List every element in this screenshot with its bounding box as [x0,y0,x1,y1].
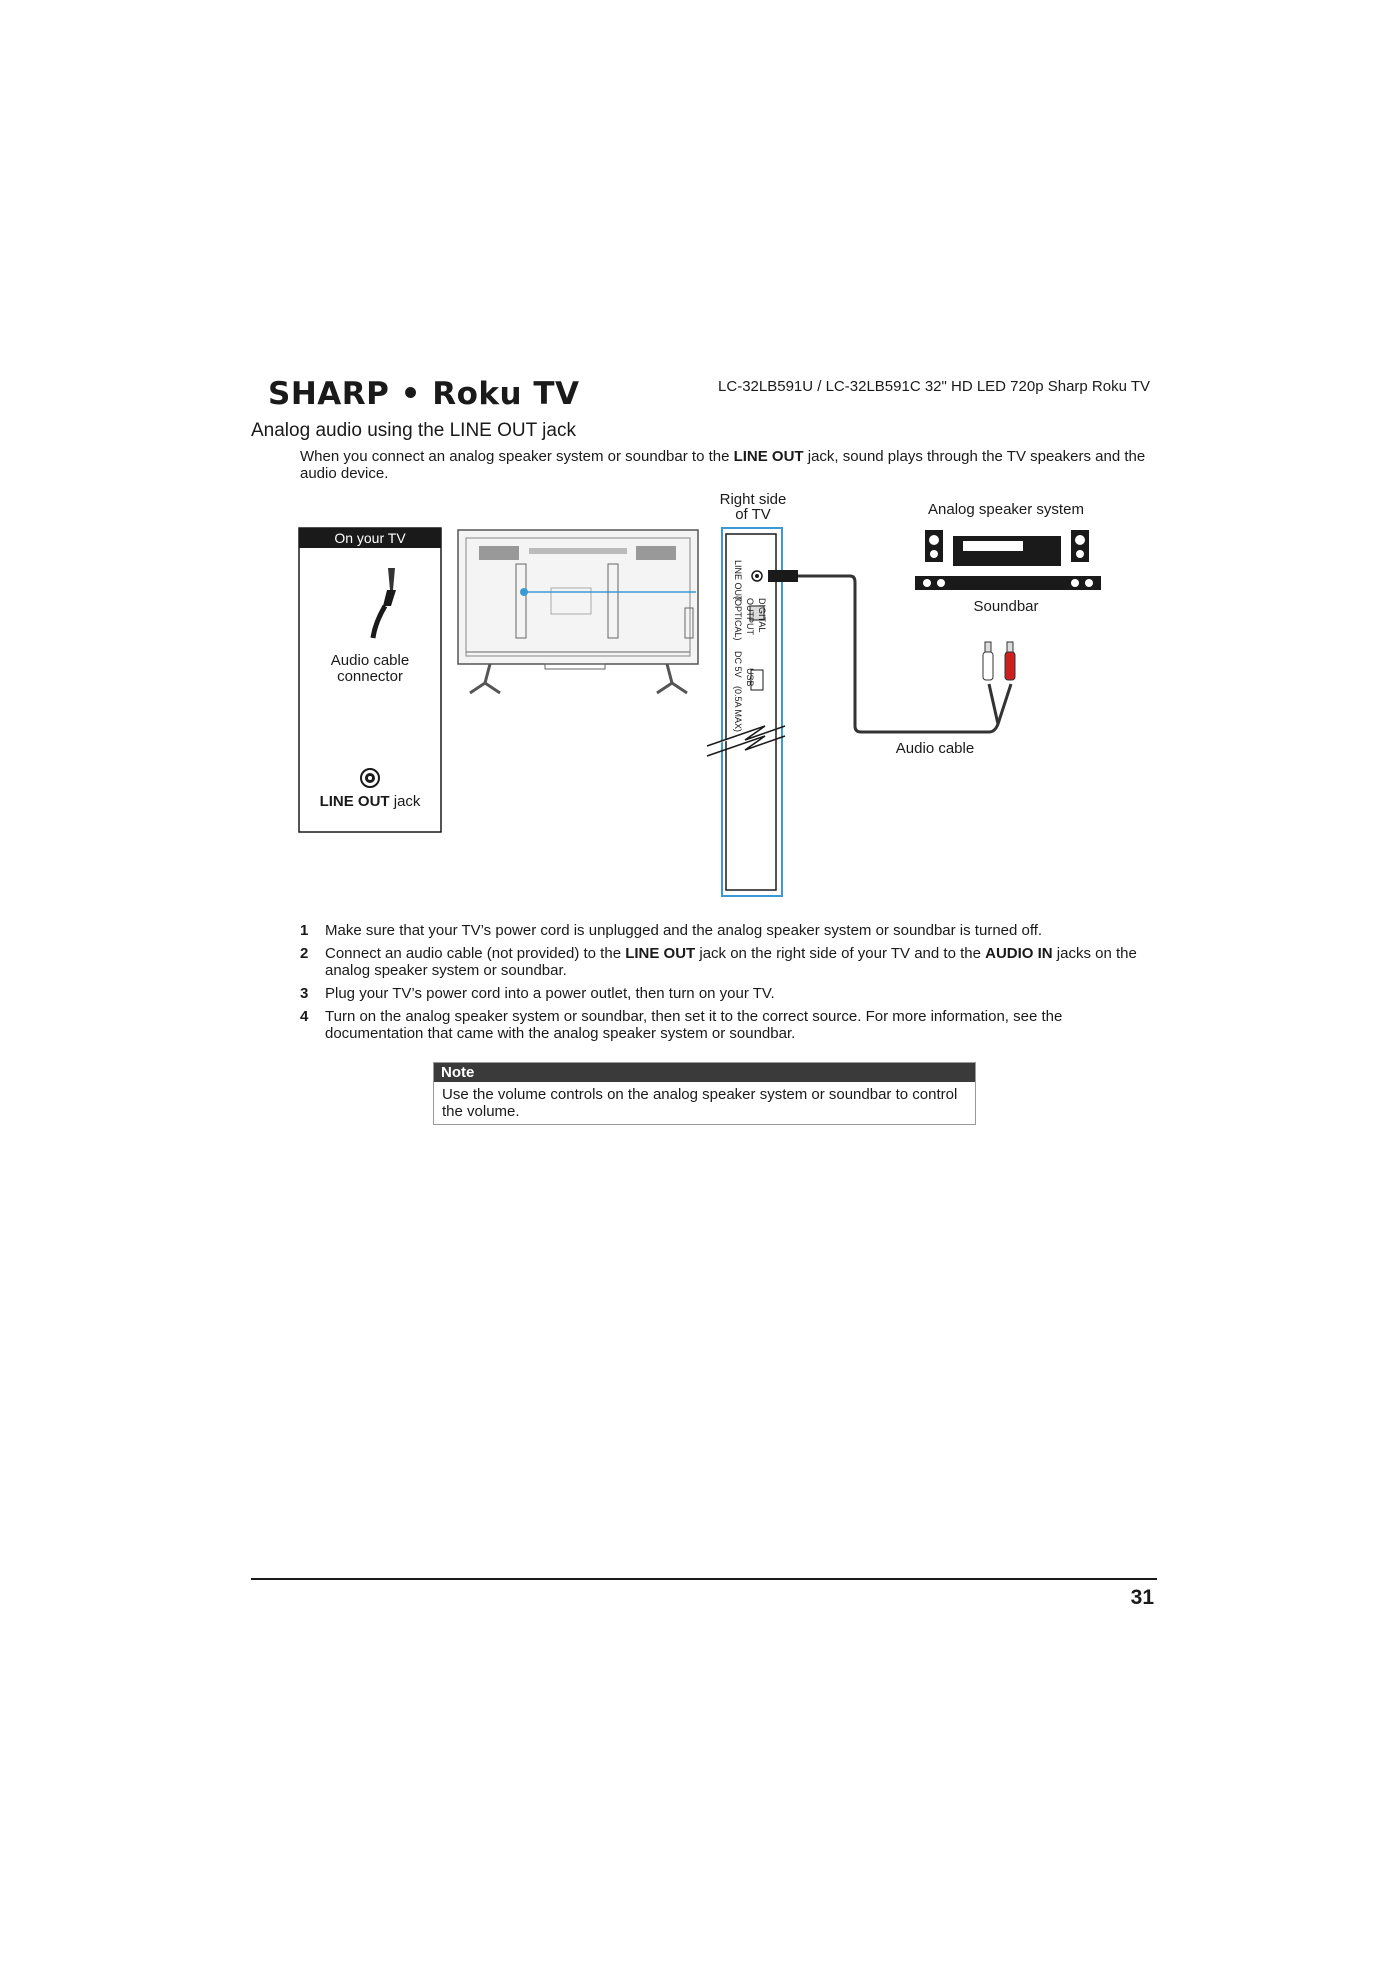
panel-title: On your TV [334,530,406,546]
port-label-optical: (OPTICAL) [733,596,743,641]
step-item [300,945,1155,979]
right-side-label-2: of TV [735,506,771,523]
step-number: 3 [300,985,309,1002]
note-heading: Note [434,1063,975,1082]
on-your-tv-panel [299,528,441,832]
note-box [433,1062,976,1125]
line-out-jack-label: LINE OUT jack [319,793,421,810]
steps-list [300,922,1155,1048]
section-title: Analog audio using the LINE OUT jack [251,420,576,441]
audio-cable-illustration [768,570,1015,732]
port-label-usb: USB [745,668,755,687]
step-number: 4 [300,1008,309,1025]
port-label-usb-max: (0.5A MAX) [733,686,743,733]
step-text: Connect an audio cable (not provided) to the LINE OUT jack on the right side of your TV and to the AUDIO IN jacks on the analog speaker system or soundbar. [325,945,1137,979]
footer-rule [251,1578,1157,1580]
tv-back-illustration [458,530,698,693]
connection-diagram [295,488,1115,898]
step-item [300,985,1155,1002]
sharp-roku-tv-logo: SHARP • Roku TV [268,376,580,412]
soundbar-icon [915,576,1101,590]
step-text: Turn on the analog speaker system or soundbar, then set it to the correct source. For more information, see the documentation that came with the analog speaker system or soundbar. [325,1008,1063,1042]
right-side-label-1: Right side [719,491,787,508]
port-label-output: OUTPUT [745,598,755,635]
audio-plug-icon [373,568,396,638]
note-body: Use the volume controls on the analog speaker system or soundbar to control the volume. [442,1086,958,1120]
port-label-dc5v: DC 5V [733,651,743,678]
port-label-digital: DIGITAL [757,598,767,633]
step-text: Make sure that your TV’s power cord is unplugged and the analog speaker system or soundbar is turned off. [325,922,1043,939]
step-text: Plug your TV’s power cord into a power outlet, then turn on your TV. [325,985,775,1002]
soundbar-label: Soundbar [973,598,1039,615]
page-number: 31 [1130,1586,1154,1609]
step-item [300,922,1155,939]
step-item [300,1008,1155,1042]
line-out-jack-icon [361,769,379,787]
audio-cable-connector-label-2: connector [337,668,403,685]
intro-paragraph: When you connect an analog speaker system or soundbar to the LINE OUT jack, sound plays through the TV speakers and the audio device. [300,448,1146,482]
model-header: LC-32LB591U / LC-32LB591C 32" HD LED 720p Sharp Roku TV [718,378,1150,395]
analog-speaker-system-label: Analog speaker system [928,501,1084,518]
speaker-system-icon [925,530,1089,566]
tv-right-side-panel [707,528,785,896]
step-number: 1 [300,922,309,939]
audio-cable-label: Audio cable [895,740,975,757]
port-label-line-out: LINE OUT [733,560,743,602]
step-number: 2 [300,945,309,962]
audio-cable-connector-label-1: Audio cable [330,652,410,669]
